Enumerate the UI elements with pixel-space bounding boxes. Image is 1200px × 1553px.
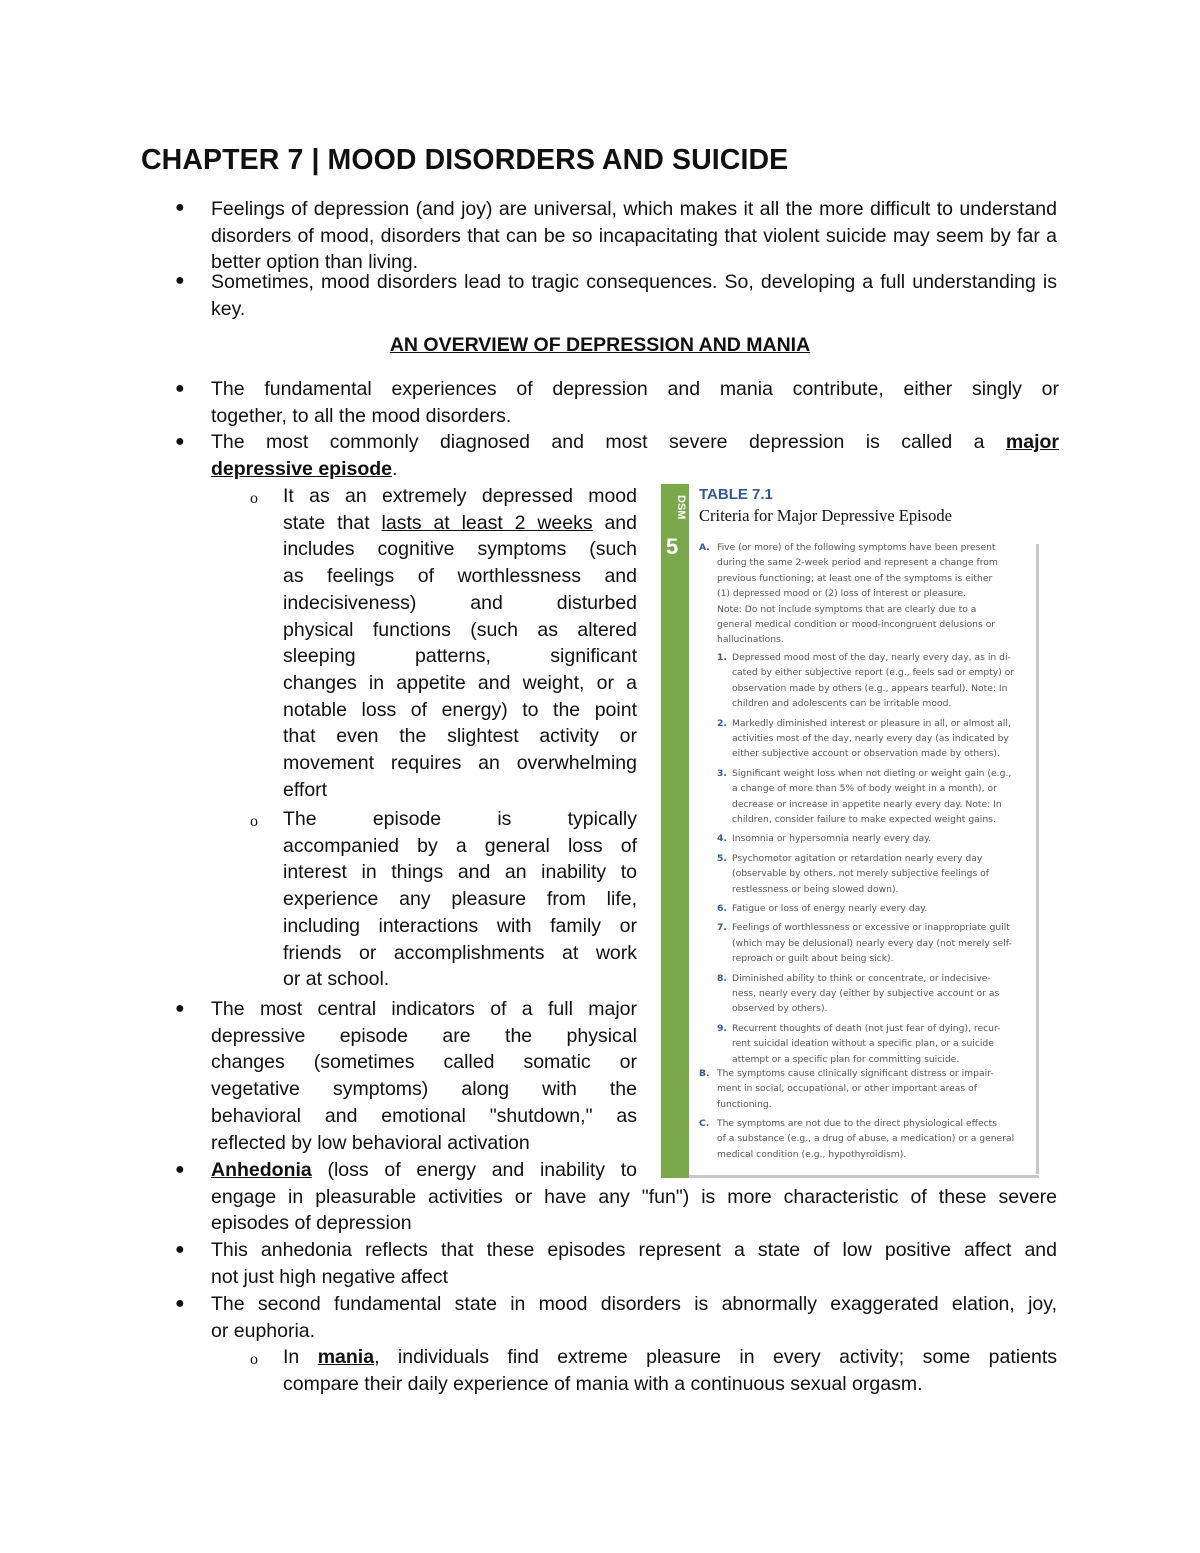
underlined-duration: lasts at least 2 weeks xyxy=(381,511,593,534)
text-line: The episode is typically xyxy=(283,808,637,830)
criterion-line: of a substance (e.g., a drug of abuse, a medication) or a general xyxy=(717,1133,1015,1145)
criterion-item-number: 7. xyxy=(717,922,727,934)
dsm-side-label: DSM xyxy=(675,494,687,520)
text-span: , individuals find extreme pleasure in every activity; some patients xyxy=(374,1346,1057,1368)
criterion-item-text xyxy=(732,831,931,846)
criterion-line: Note: Do not include symptoms that are clearly due to a xyxy=(717,603,977,615)
criterion-line: observed by others). xyxy=(732,1003,828,1015)
criterion-line: Significant weight loss when not dieting or weight gain (e.g., xyxy=(732,767,1012,779)
figure-shadow-bottom xyxy=(689,1175,1039,1178)
term-mania: mania xyxy=(317,1346,375,1368)
criterion-line: (observable by others, not merely subjective feelings of xyxy=(732,868,990,880)
criterion-item-text xyxy=(732,971,999,1017)
criterion-item-text xyxy=(732,766,1011,828)
bullet-dot: ● xyxy=(175,1161,185,1178)
dsm-side-bar xyxy=(661,484,689,1178)
criterion-item-number: 3. xyxy=(717,767,727,779)
text-span: . xyxy=(392,457,398,480)
text-line: changes (sometimes called somatic or xyxy=(211,1051,637,1074)
criterion-line: functioning. xyxy=(717,1098,772,1110)
criterion-line: Diminished ability to think or concentrate, or indecisive- xyxy=(732,972,991,984)
criterion-line: activities most of the day, nearly every day (as indicated by xyxy=(732,733,1009,744)
criterion-line: Feelings of worthlessness or excessive or inappropriate guilt xyxy=(732,922,1010,934)
text-line: sleeping patterns, significant xyxy=(283,645,637,668)
criterion-line: Insomnia or hypersomnia nearly every day. xyxy=(732,833,932,845)
criterion-label: A. xyxy=(699,542,710,553)
sub-paragraph-extremely-depressed xyxy=(283,483,637,803)
text-line xyxy=(211,429,1059,456)
criterion-item-number: 1. xyxy=(717,652,727,663)
text-line xyxy=(211,456,1059,483)
text-line: friends or accomplishments at work xyxy=(283,941,637,964)
text-span: (loss of energy and inability to xyxy=(311,1159,637,1181)
text-line: This anhedonia reflects that these episodes represent a state of low positive affect and xyxy=(211,1239,1057,1261)
criterion-item-number: 2. xyxy=(717,717,727,729)
criterion-item-number: 5. xyxy=(717,852,727,864)
text-line xyxy=(283,510,637,537)
criterion-line: during the same 2-week period and represent a change from xyxy=(717,557,998,569)
criterion-line: previous functioning; at least one of the symptoms is either xyxy=(717,572,993,584)
criterion-line: The symptoms are not due to the direct physiological effects xyxy=(717,1118,998,1129)
criterion-line: either subjective account or observation made by others). xyxy=(732,748,1000,760)
text-line: episodes of depression xyxy=(211,1212,412,1235)
section-heading: AN OVERVIEW OF DEPRESSION AND MANIA xyxy=(389,334,811,356)
criterion-line: rent suicidal ideation without a specific plan, or a suicide xyxy=(732,1038,994,1050)
text-line: including interactions with family or xyxy=(283,914,637,937)
table-caption: Criteria for Major Depressive Episode xyxy=(699,506,952,525)
criterion-item-number: 6. xyxy=(717,903,727,914)
text-line: as feelings of worthlessness and xyxy=(283,565,637,588)
text-line: behavioral and emotional "shutdown," as xyxy=(211,1104,637,1127)
criterion-item-text xyxy=(732,650,1014,712)
term-anhedonia: Anhedonia xyxy=(211,1159,312,1181)
text-line: experience any pleasure from life, xyxy=(283,888,637,911)
criterion-item-text xyxy=(732,1021,1001,1067)
sub-bullet-circle: o xyxy=(250,1351,258,1368)
term-depressive-episode: depressive episode xyxy=(211,457,393,480)
text-line: not just high negative affect xyxy=(211,1265,449,1288)
dsm-side-number: 5 xyxy=(666,534,679,559)
criterion-line: observation made by others (e.g., appears tearful). Note: In xyxy=(732,682,1008,694)
bullet-dot: ● xyxy=(175,1000,185,1017)
text-line: interest in things and an inability to xyxy=(283,861,637,884)
text-line: changes in appetite and weight, or a xyxy=(283,671,637,694)
criterion-line: Fatigue or loss of energy nearly every day. xyxy=(732,903,928,914)
criterion-line: The symptoms cause clinically significant distress or impair- xyxy=(717,1068,994,1079)
text-line: better option than living. xyxy=(211,251,419,274)
criterion-label: C. xyxy=(699,1118,710,1129)
text-line: includes cognitive symptoms (such xyxy=(283,538,637,561)
criterion-label: B. xyxy=(699,1068,710,1079)
criterion-line: children and adolescents can be irritable mood. xyxy=(732,698,952,710)
paragraph-fundamental xyxy=(211,376,1059,429)
text-line: or at school. xyxy=(283,968,390,991)
text-line: Feelings of depression (and joy) are universal, which makes it all the more difficult to understand xyxy=(211,198,1057,220)
criterion-line: hallucinations. xyxy=(717,634,784,646)
text-line: accompanied by a general loss of xyxy=(283,834,637,857)
text-line: vegetative symptoms) along with the xyxy=(211,1078,637,1101)
intro-bullet-1 xyxy=(211,196,1057,276)
criterion-line: ment in social, occupational, or other important areas of xyxy=(717,1083,977,1095)
bullet-dot: ● xyxy=(175,272,185,289)
criterion-item-text xyxy=(732,901,927,916)
chapter-title: CHAPTER 7 | MOOD DISORDERS AND SUICIDE xyxy=(141,144,789,176)
text-line: or euphoria. xyxy=(211,1319,316,1342)
criterion-item-text xyxy=(732,716,1011,762)
sub-paragraph-loss-of-interest xyxy=(283,806,637,993)
paragraph-central-indicators xyxy=(211,996,637,1156)
criterion-item-text xyxy=(732,920,1012,966)
text-line: Sometimes, mood disorders lead to tragic consequences. So, developing a full understanding is xyxy=(211,271,1057,293)
criterion-c-text xyxy=(717,1116,1014,1162)
text-line: The fundamental experiences of depression and mania contribute, either singly or xyxy=(211,378,1059,400)
bullet-dot: ● xyxy=(175,433,185,450)
sub-bullet-circle: o xyxy=(250,490,258,507)
text-line: key. xyxy=(211,297,246,320)
paragraph-major-depressive xyxy=(211,429,1059,482)
text-line: notable loss of energy) to the point xyxy=(283,698,637,721)
criterion-item-number: 4. xyxy=(717,833,727,845)
text-line: The second fundamental state in mood disorders is abnormally exaggerated elation, joy, xyxy=(211,1293,1057,1315)
text-line: compare their daily experience of mania with a continuous sexual orgasm. xyxy=(283,1372,923,1395)
text-line xyxy=(283,1344,1057,1371)
figure-shadow-right xyxy=(1036,544,1039,1174)
criterion-line: Psychomotor agitation or retardation nearly every day xyxy=(732,852,983,864)
text-span: The most commonly diagnosed and most severe depression is called a xyxy=(211,431,1006,453)
text-line: disorders of mood, disorders that can be so incapacitating that violent suicide may seem by far a xyxy=(211,224,1057,247)
text-line: reflected by low behavioral activation xyxy=(211,1131,530,1154)
text-line: The most central indicators of a full major xyxy=(211,998,637,1020)
criterion-line: (1) depressed mood or (2) loss of interest or pleasure. xyxy=(717,588,967,600)
criterion-line: attempt or a specific plan for committing suicide. xyxy=(732,1053,960,1065)
criterion-line: Depressed mood most of the day, nearly every day, as in di- xyxy=(732,652,1011,663)
criterion-line: a change of more than 5% of body weight in a month), or xyxy=(732,783,997,795)
criterion-a-text xyxy=(717,540,998,648)
text-line: that even the slightest activity or xyxy=(283,725,637,748)
criterion-b-text xyxy=(717,1066,994,1112)
criterion-line: decrease or increase in appetite nearly every day. Note: In xyxy=(732,798,1002,810)
criterion-line: restlessness or being slowed down). xyxy=(732,883,899,895)
criterion-line: children, consider failure to make expected weight gains. xyxy=(732,814,996,826)
criterion-line: Recurrent thoughts of death (not just fear of dying), recur- xyxy=(732,1022,1001,1034)
criterion-line: reproach or guilt about being sick). xyxy=(732,953,894,965)
bullet-dot: ● xyxy=(175,380,185,397)
text-span: In xyxy=(283,1346,318,1368)
text-line: together, to all the mood disorders. xyxy=(211,404,512,427)
criterion-item-text xyxy=(732,851,989,897)
table-label: TABLE 7.1 xyxy=(699,486,773,503)
criterion-line: ness, nearly every day (either by subjective account or as xyxy=(732,988,1000,999)
bullet-dot: ● xyxy=(175,1295,185,1312)
criterion-item-number: 9. xyxy=(717,1022,727,1034)
text-span: and xyxy=(592,511,637,534)
text-line xyxy=(211,1157,637,1184)
bullet-dot: ● xyxy=(175,199,185,216)
paragraph-second-state xyxy=(211,1291,1057,1344)
criterion-line: general medical condition or mood-incongruent delusions or xyxy=(717,619,996,631)
text-span: state that xyxy=(283,511,382,534)
criterion-item-number: 8. xyxy=(717,972,727,984)
intro-bullet-2 xyxy=(211,269,1057,322)
text-line: It as an extremely depressed mood xyxy=(283,485,637,507)
criterion-line: (which may be delusional) nearly every day (not merely self- xyxy=(732,937,1012,949)
criterion-line: cated by either subjective report (e.g., feels sad or empty) or xyxy=(732,667,1015,679)
bullet-dot: ● xyxy=(175,1241,185,1258)
text-line: indecisiveness) and disturbed xyxy=(283,591,637,614)
paragraph-low-positive-affect xyxy=(211,1237,1057,1290)
text-line: depressive episode are the physical xyxy=(211,1024,637,1047)
term-major: major xyxy=(1005,431,1059,453)
criterion-line: Markedly diminished interest or pleasure in all, or almost all, xyxy=(732,717,1011,729)
sub-bullet-circle: o xyxy=(250,813,258,830)
dsm-table-figure xyxy=(661,484,1039,1178)
text-line: physical functions (such as altered xyxy=(283,618,637,641)
text-line: effort xyxy=(283,778,328,801)
text-line: engage in pleasurable activities or have any "fun") is more characteristic of these severe xyxy=(211,1185,1057,1208)
text-line: movement requires an overwhelming xyxy=(283,752,637,775)
sub-paragraph-mania xyxy=(283,1344,1057,1397)
criterion-line: medical condition (e.g., hypothyroidism). xyxy=(717,1148,907,1160)
criterion-line: Five (or more) of the following symptoms have been present xyxy=(717,542,996,553)
